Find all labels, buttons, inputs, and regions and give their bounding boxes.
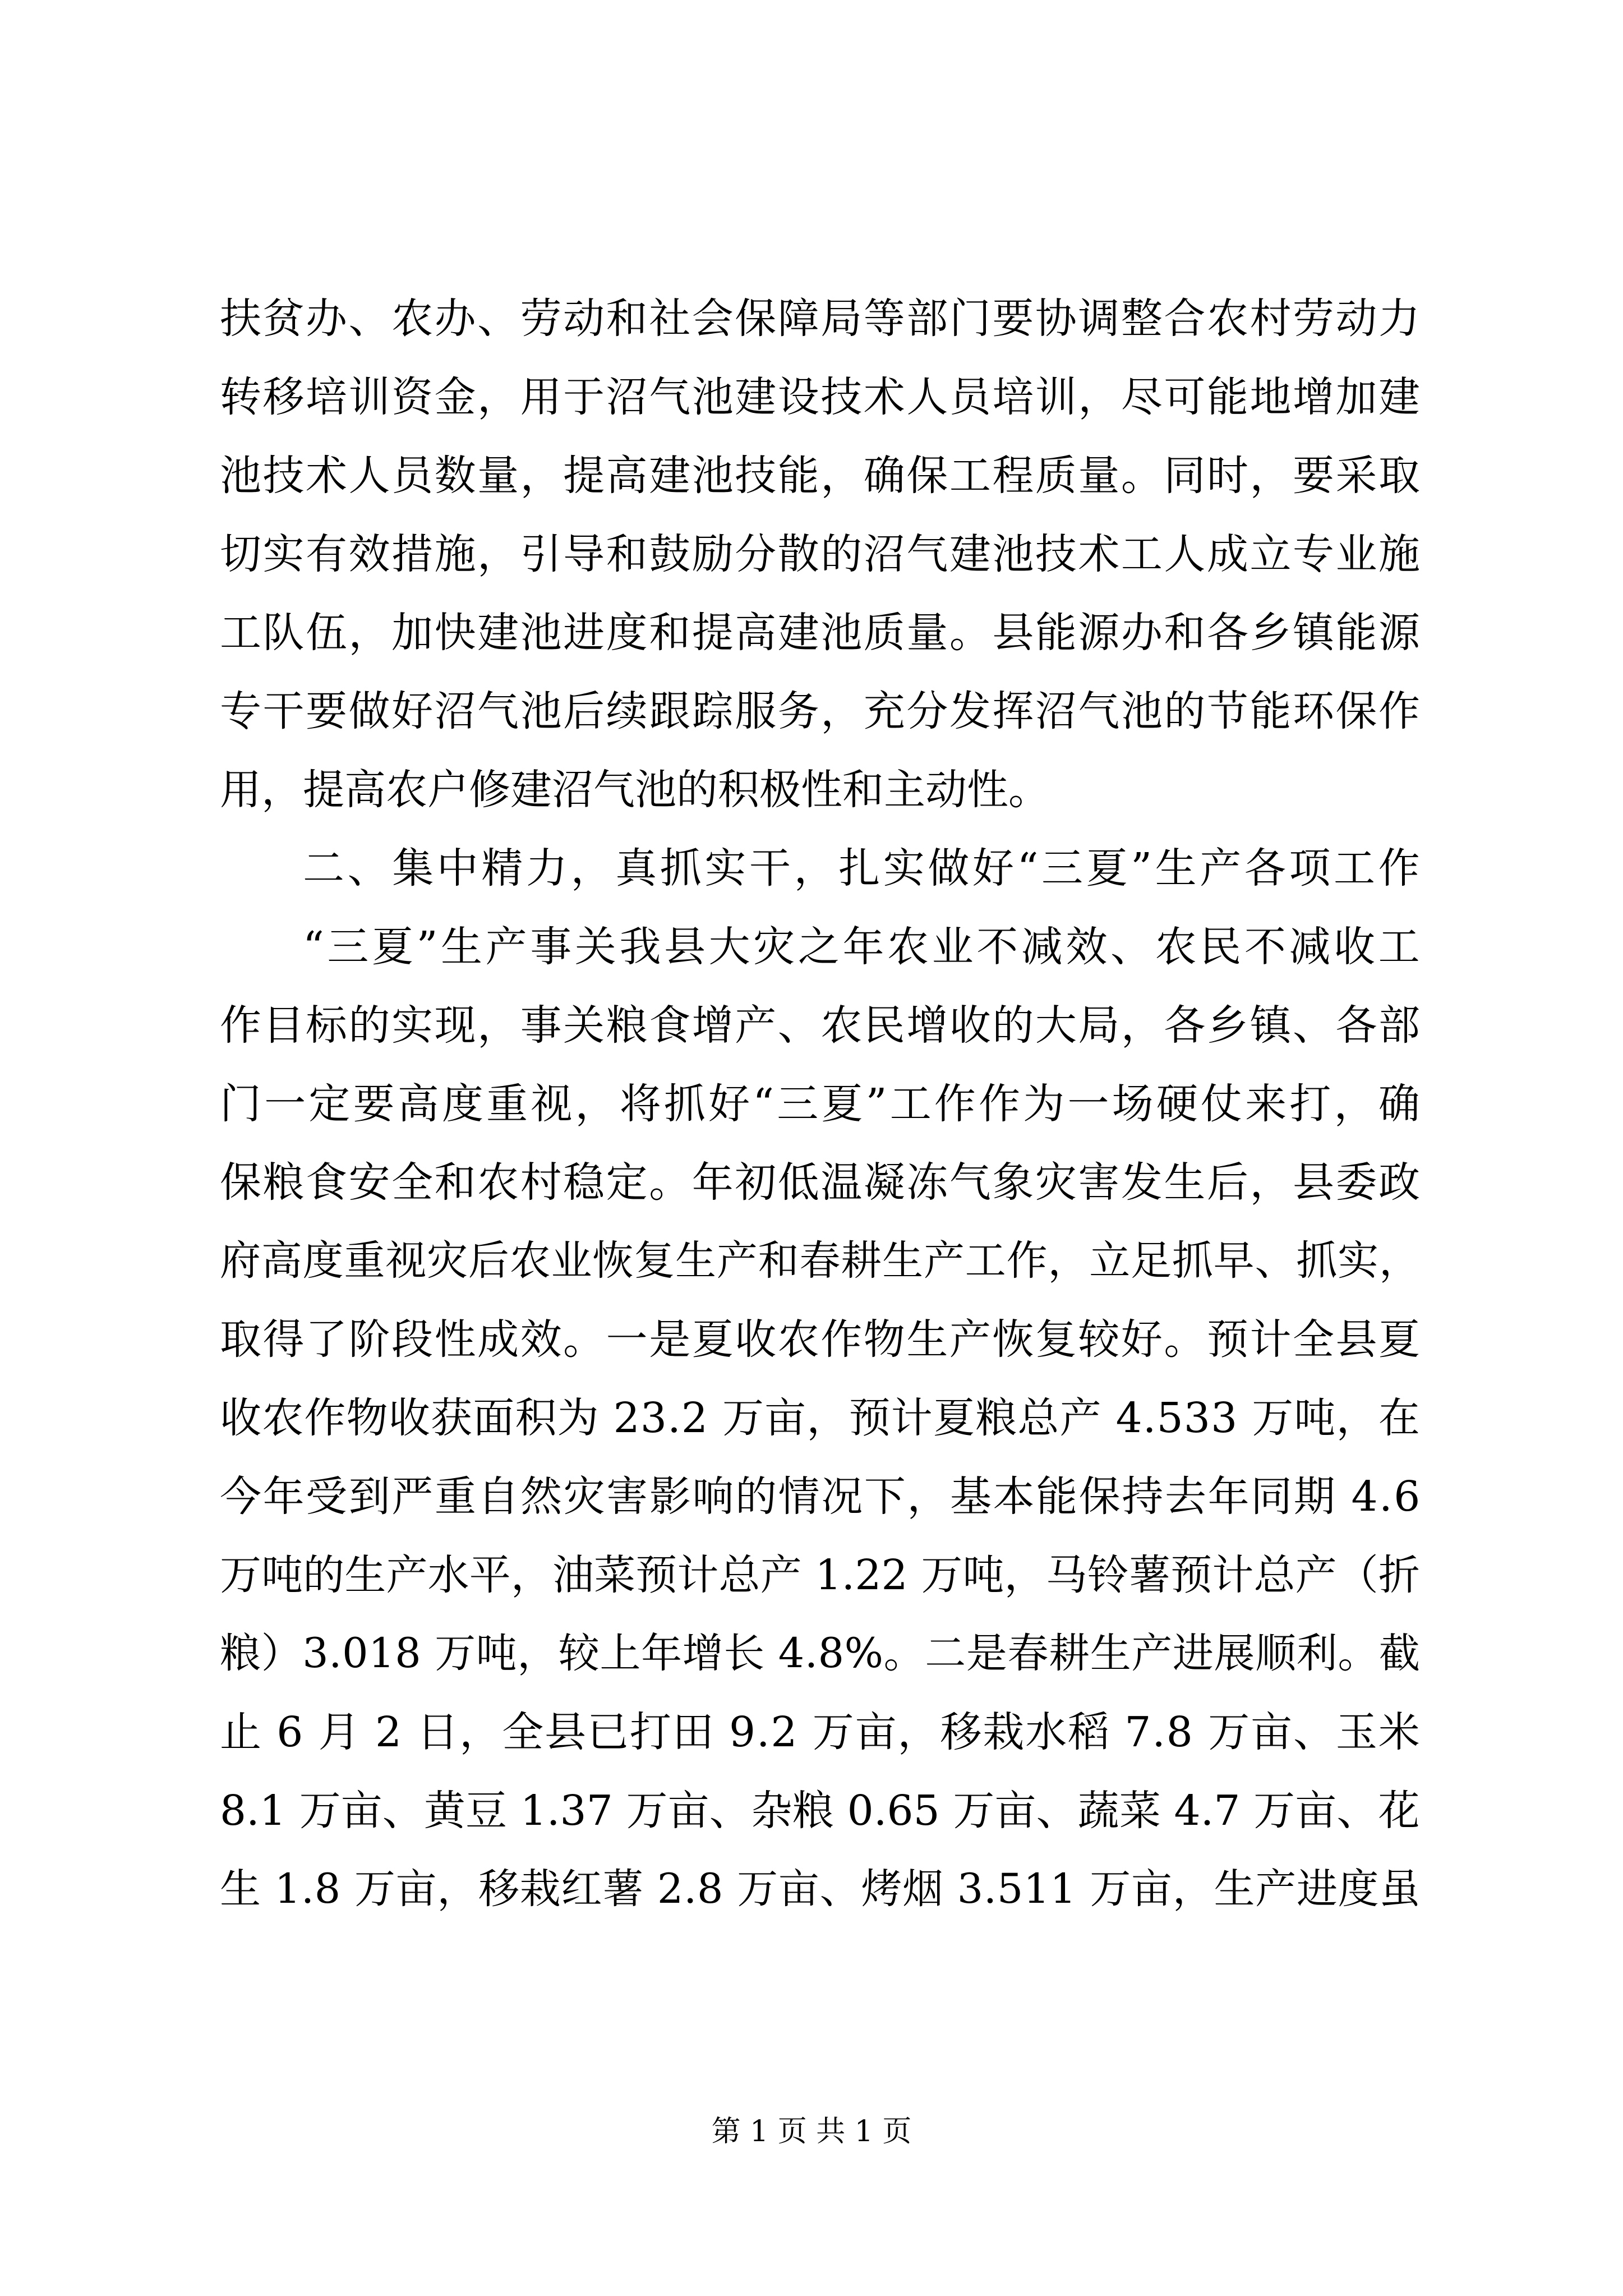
- text-line-10: 作目标的实现，事关粮食增产、农民增收的大局，各乡镇、各部: [220, 1001, 1422, 1050]
- text-line-21: 生 1.8 万亩，移栽红薯 2.8 万亩、烤烟 3.511 万亩，生产进度虽: [220, 1865, 1421, 1913]
- text-line-17: 万吨的生产水平，油菜预计总产 1.22 万吨，马铃薯预计总产（折: [220, 1551, 1420, 1599]
- text-line-13: 府高度重视灾后农业恢复生产和春耕生产工作，立足抓早、抓实，: [220, 1237, 1421, 1285]
- text-line-3: 池技术人员数量，提高建池技能，确保工程质量。同时，要采取: [220, 452, 1422, 500]
- page-footer: 第 1 页 共 1 页: [711, 2115, 912, 2148]
- text-line-2: 转移培训资金，用于沼气池建设技术人员培训，尽可能地增加建: [220, 373, 1422, 421]
- text-line-1: 扶贫办、农办、劳动和社会保障局等部门要协调整合农村劳动力: [220, 295, 1422, 343]
- text-line-16: 今年受到严重自然灾害影响的情况下，基本能保持去年同期 4.6: [220, 1473, 1422, 1521]
- section-heading: 二、集中精力，真抓实干，扎实做好“三夏”生产各项工作: [303, 844, 1423, 892]
- text-line-19: 止 6 月 2 日，全县已打田 9.2 万亩，移栽水稻 7.8 万亩、玉米: [220, 1708, 1421, 1756]
- text-line-12: 保粮食安全和农村稳定。年初低温凝冻气象灾害发生后，县委政: [220, 1158, 1422, 1207]
- text-line-11: 门一定要高度重视，将抓好“三夏”工作作为一场硬仗来打，确: [220, 1080, 1423, 1128]
- text-line-18: 粮）3.018 万吨，较上年增长 4.8%。二是春耕生产进展顺利。截: [220, 1630, 1421, 1677]
- text-line-7: 用，提高农户修建沼气池的积极性和主动性。: [220, 766, 1050, 814]
- text-line-5: 工队伍，加快建池进度和提高建池质量。县能源办和各乡镇能源: [220, 609, 1422, 657]
- text-line-14: 取得了阶段性成效。一是夏收农作物生产恢复较好。预计全县夏: [220, 1315, 1422, 1364]
- text-line-4: 切实有效措施，引导和鼓励分散的沼气建池技术工人成立专业施: [220, 530, 1422, 578]
- text-line-15: 收农作物收获面积为 23.2 万亩，预计夏粮总产 4.533 万吨，在: [220, 1394, 1421, 1442]
- text-line-20: 8.1 万亩、黄豆 1.37 万亩、杂粮 0.65 万亩、蔬菜 4.7 万亩、花: [220, 1787, 1420, 1835]
- text-line-6: 专干要做好沼气池后续跟踪服务，充分发挥沼气池的节能环保作: [220, 687, 1422, 735]
- text-line-9: “三夏”生产事关我县大灾之年农业不减效、农民不减收工: [303, 923, 1423, 971]
